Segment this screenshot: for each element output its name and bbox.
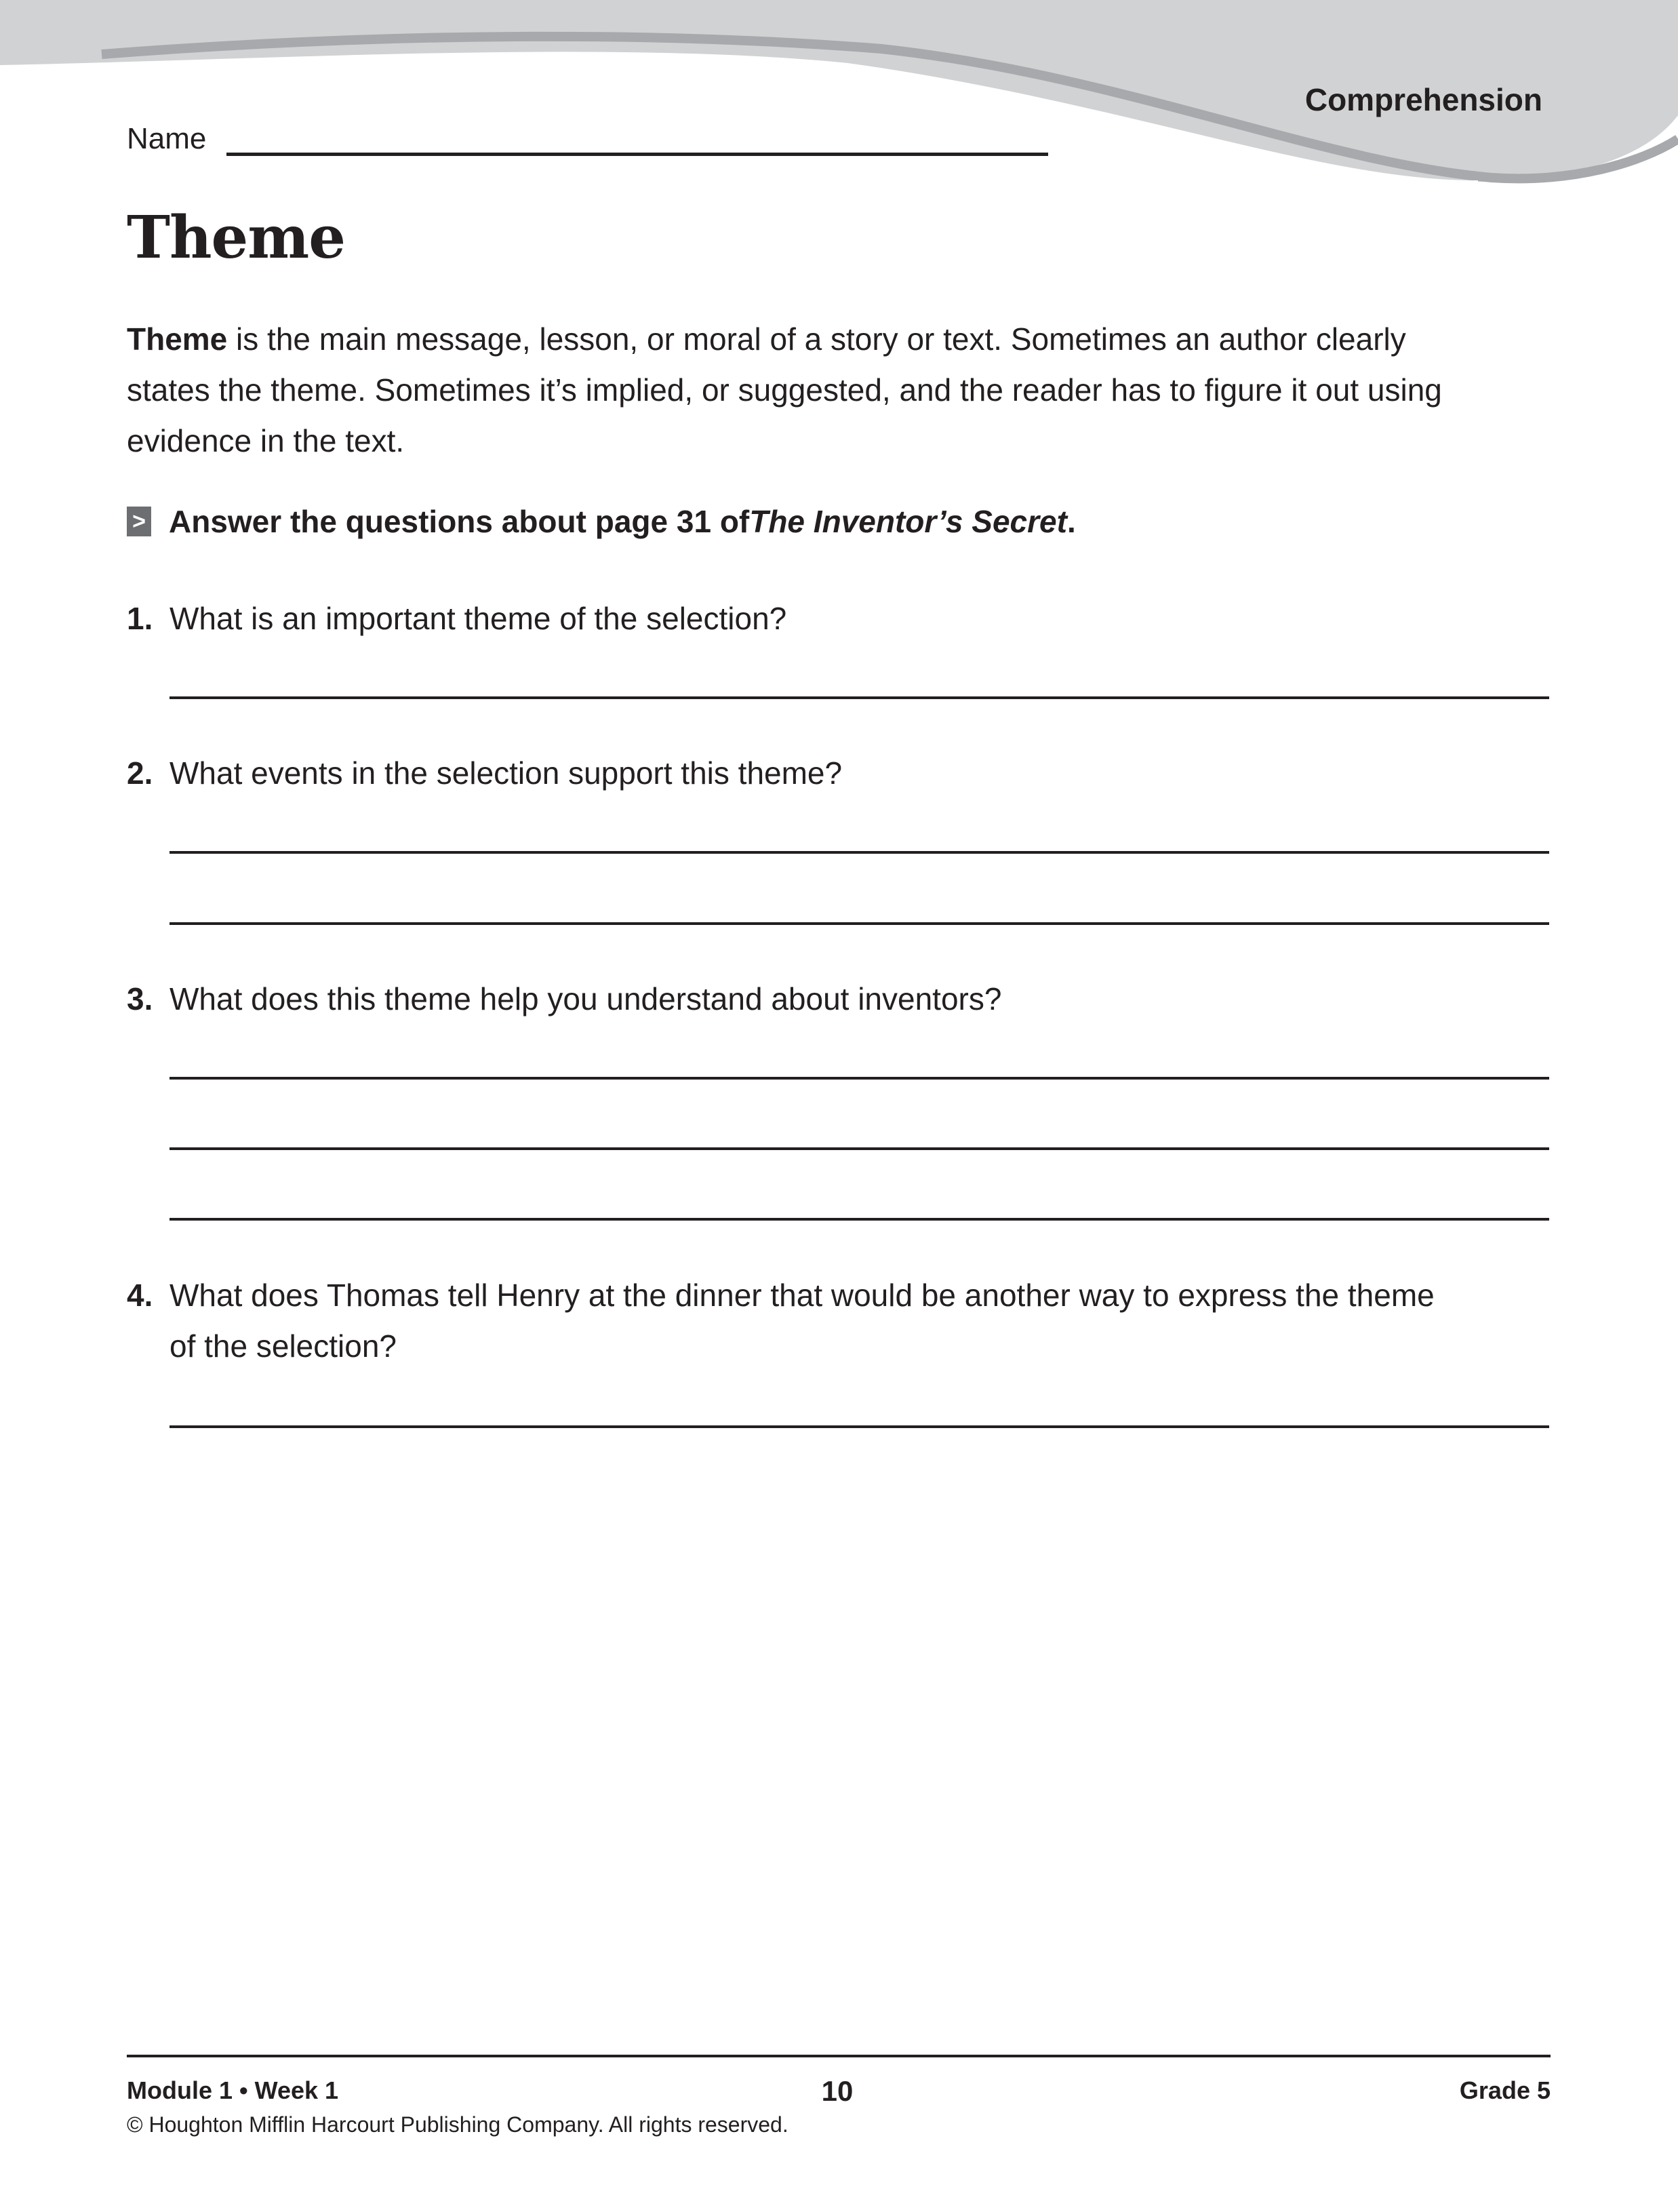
directions-suffix: . — [1066, 504, 1076, 539]
question-text: What does Thomas tell Henry at the dinner that would be another way to express the theme of the selection? — [169, 1278, 1435, 1364]
question-number: 4. — [127, 1278, 153, 1313]
name-row — [127, 122, 1048, 156]
question-2 — [127, 748, 1456, 799]
question-text: What events in the selection support this theme? — [169, 755, 843, 791]
question-3 — [127, 974, 1456, 1025]
intro-term: Theme — [127, 321, 228, 357]
answer-line-2a[interactable] — [169, 851, 1549, 854]
arrow-icon: > — [127, 507, 151, 536]
footer-rule — [127, 2055, 1551, 2057]
answer-line-4[interactable] — [169, 1425, 1549, 1428]
footer-grade: Grade 5 — [1459, 2076, 1551, 2104]
copyright: © Houghton Mifflin Harcourt Publishing Company. All rights reserved. — [127, 2112, 788, 2137]
answer-line-1[interactable] — [169, 696, 1549, 699]
footer-module: Module 1 • Week 1 — [127, 2076, 339, 2104]
name-input-line[interactable] — [226, 125, 1048, 156]
answer-line-3b[interactable] — [169, 1147, 1549, 1150]
question-number: 3. — [127, 981, 153, 1016]
answer-line-3a[interactable] — [169, 1077, 1549, 1080]
page-number: 10 — [821, 2075, 854, 2107]
question-text: What is an important theme of the selection? — [169, 601, 787, 636]
question-number: 1. — [127, 601, 153, 636]
answer-line-2b[interactable] — [169, 922, 1549, 925]
question-1 — [127, 593, 1456, 644]
question-number: 2. — [127, 755, 153, 791]
directions — [127, 503, 1076, 540]
section-label: Comprehension — [1304, 82, 1542, 117]
name-label: Name — [127, 122, 207, 155]
directions-prefix: Answer the questions about page 31 of — [169, 504, 750, 539]
intro-paragraph — [127, 314, 1469, 467]
answer-line-3c[interactable] — [169, 1218, 1549, 1221]
question-4 — [127, 1270, 1456, 1372]
book-title: The Inventor’s Secret — [749, 504, 1067, 539]
question-text: What does this theme help you understand about inventors? — [169, 981, 1002, 1016]
page-title: Theme — [127, 203, 345, 272]
intro-text: is the main message, lesson, or moral of a story or text. Sometimes an author clearly states the theme. Sometimes it’s implied, or suggested, and the reader has to figure it out using evidence in the text. — [127, 321, 1442, 458]
